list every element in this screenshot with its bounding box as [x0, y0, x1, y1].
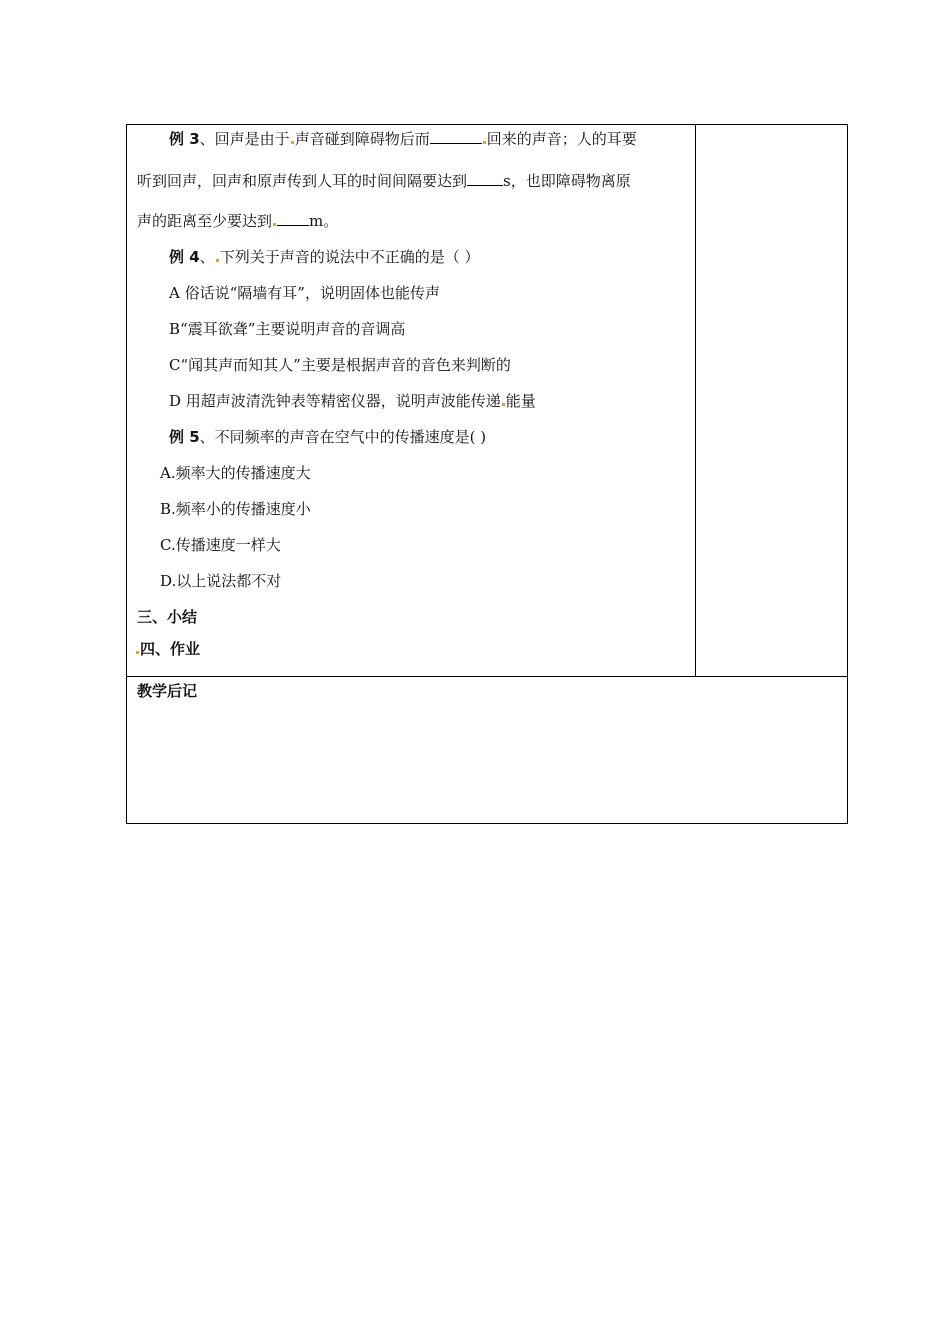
answer-blank	[430, 129, 482, 144]
side-notes-cell	[696, 125, 847, 677]
example-4-label: 例 4	[169, 248, 200, 266]
content-cell	[127, 125, 696, 677]
example-3-line-1: 例 3、回声是由于 声音碰到障碍物后而 回来的声音；人的耳要	[169, 130, 637, 148]
lesson-table	[126, 124, 848, 824]
edit-mark	[291, 141, 294, 144]
example-4-option-a: A 俗话说“隔墙有耳”，说明固体也能传声	[169, 284, 440, 302]
example-5-label: 例 5	[169, 428, 200, 446]
edit-mark	[136, 651, 139, 654]
example-5-option-a: A.频率大的传播速度大	[160, 464, 311, 482]
section-homework: 四、作业	[135, 639, 200, 659]
example-5-option-c: C.传播速度一样大	[160, 536, 281, 554]
teaching-notes-cell	[127, 677, 847, 823]
answer-blank	[277, 211, 309, 226]
example-4-option-d: D 用超声波清洗钟表等精密仪器，说明声波能传递 能量	[169, 392, 536, 410]
example-4-option-c: C“闻其声而知其人”主要是根据声音的音色来判断的	[169, 356, 511, 374]
example-5-option-d: D.以上说法都不对	[160, 572, 282, 590]
example-4-option-b: B“震耳欲聋”主要说明声音的音调高	[169, 320, 406, 338]
answer-blank	[467, 171, 503, 186]
example-3-line-3: 声的距离至少要达到 m。	[137, 212, 339, 230]
edit-mark	[483, 141, 486, 144]
section-summary: 三、小结	[137, 608, 198, 626]
edit-mark	[273, 223, 276, 226]
edit-mark	[502, 403, 505, 406]
teaching-notes-title: 教学后记	[137, 682, 198, 700]
example-5-stem: 例 5、不同频率的声音在空气中的传播速度是( )	[169, 428, 487, 446]
example-3-line-2: 听到回声，回声和原声传到人耳的时间间隔要达到 s，也即障碍物离原	[137, 172, 631, 190]
edit-mark	[216, 259, 219, 262]
example-4-stem: 例 4、 下列关于声音的说法中不正确的是（ ）	[169, 248, 480, 266]
example-5-option-b: B.频率小的传播速度小	[160, 500, 311, 518]
example-3-label: 例 3	[169, 130, 200, 148]
